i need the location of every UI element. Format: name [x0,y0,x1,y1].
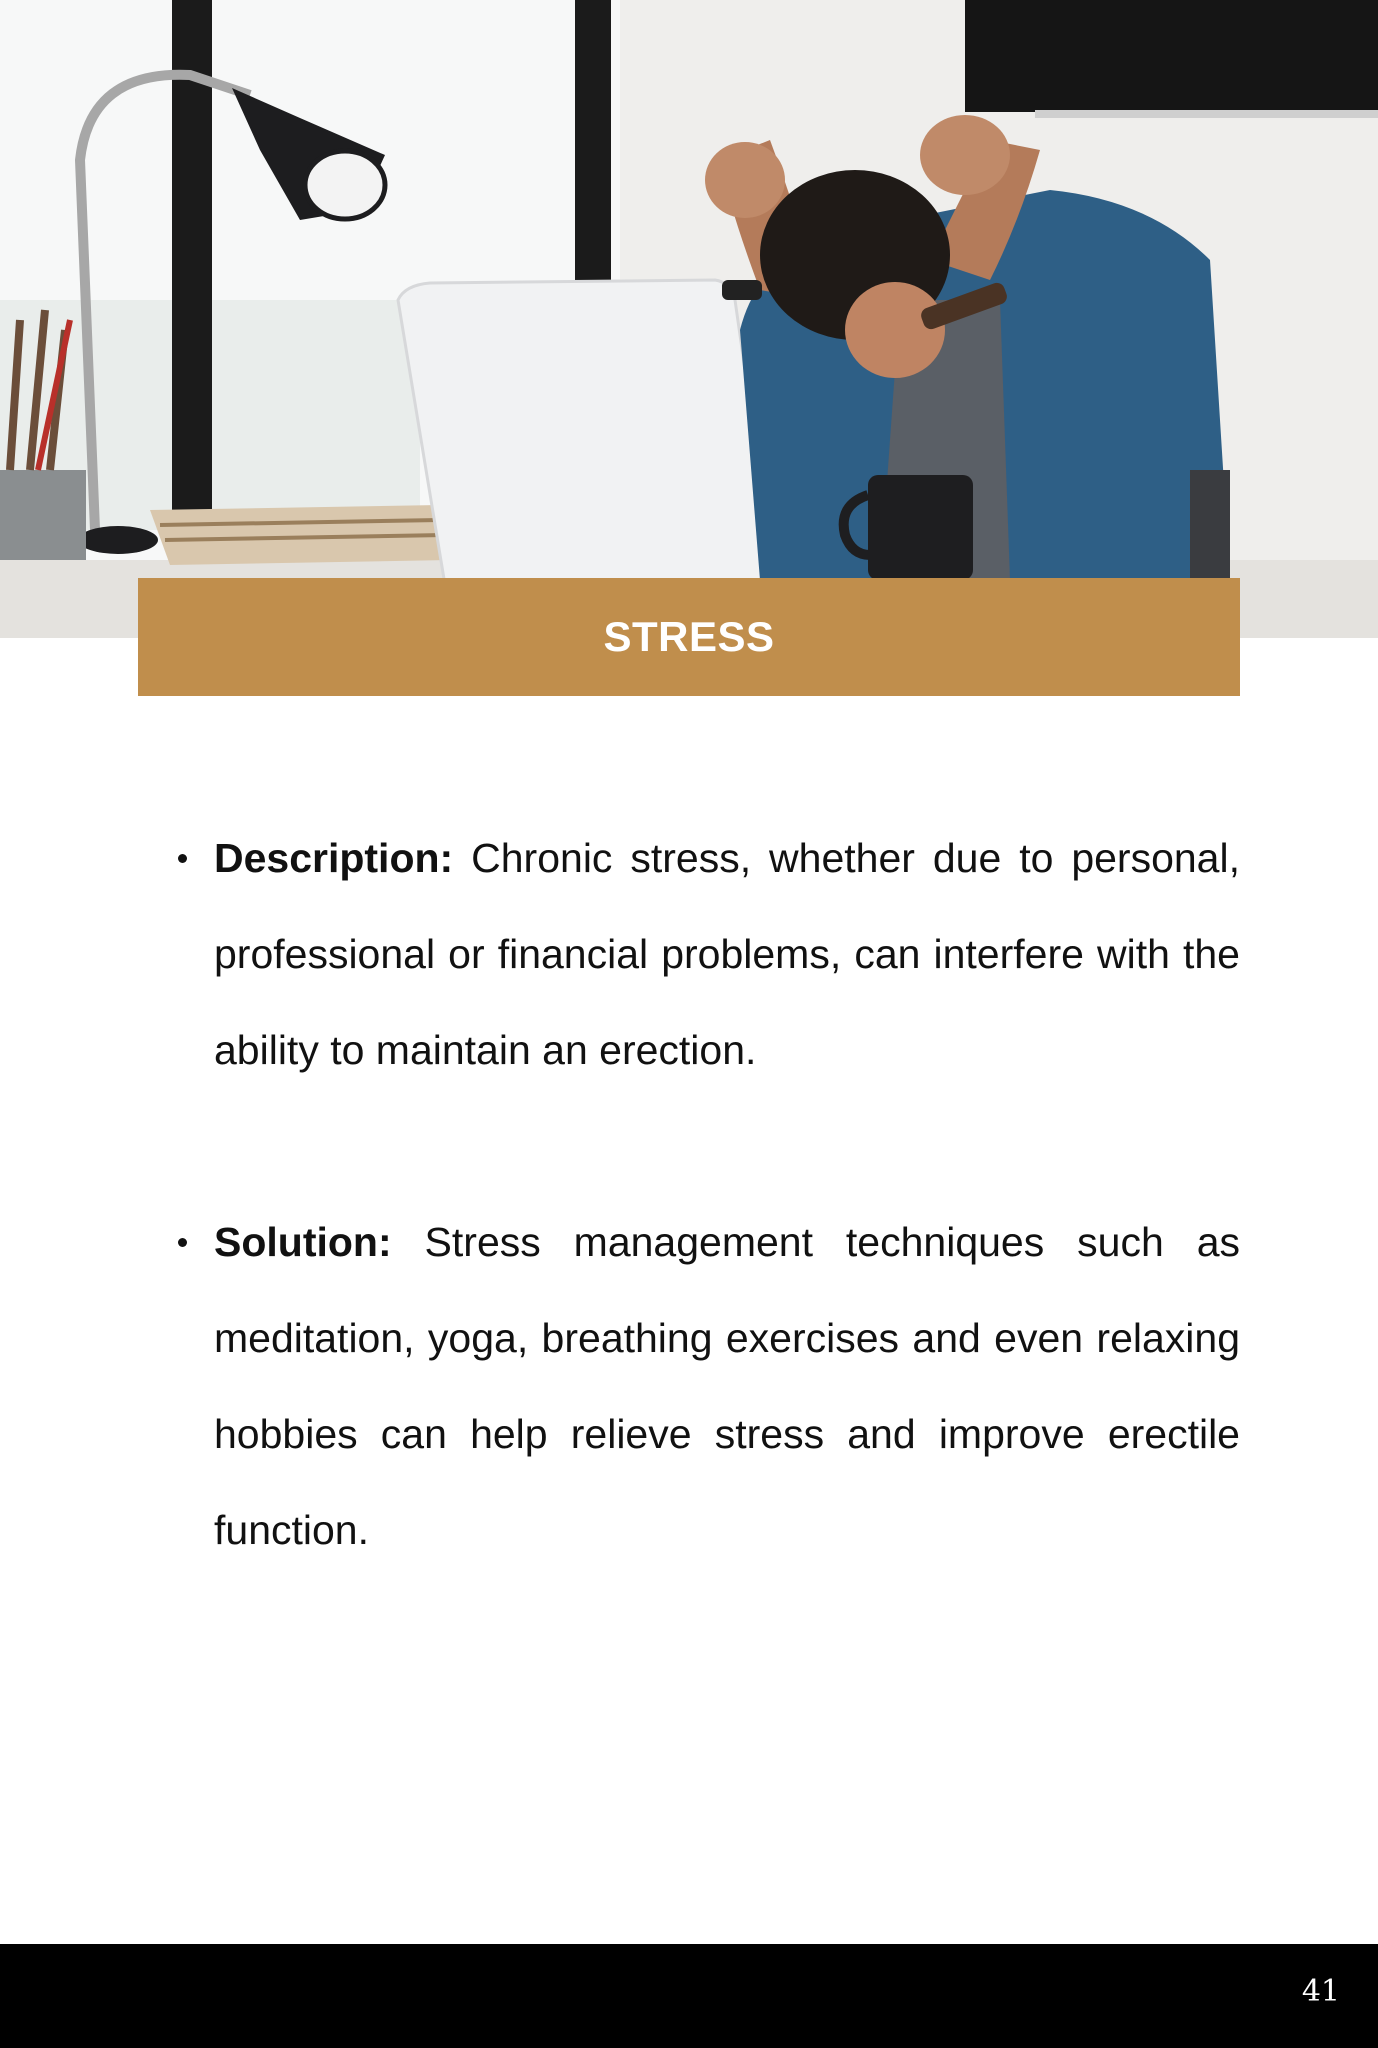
bullet-text: Chronic stress, whether due to personal, professional or financial problems, can interfere with the ability to maintain an erection. [214,835,1240,1073]
bullet-label: Solution: [214,1219,392,1265]
bullet-label: Description: [214,835,454,881]
bullet-description [175,810,1240,1098]
stressed-man-at-desk-illustration [0,0,1378,638]
tv-screen [965,0,1378,112]
title-banner [138,578,1240,696]
tv-edge [1035,110,1378,118]
window-frame-right [575,0,611,300]
man-left-hand [705,142,785,218]
page-number: 41 [1301,1974,1340,2009]
bullet-text: Stress management techniques such as meditation, yoga, breathing exercises and even relaxing hobbies can help relieve stress and improve erectile function. [214,1219,1240,1553]
man-right-hand [920,115,1010,195]
footer-bar [0,1944,1378,2048]
hero-photo [0,0,1378,638]
chair-back [1190,470,1230,580]
lamp-bulb [305,151,385,219]
laptop-lid [398,280,775,585]
coffee-mug [868,475,973,580]
man-face [845,282,945,378]
bullet-solution [175,1194,1240,1578]
content-list [175,810,1240,1674]
section-title: STRESS [603,613,775,660]
watch [722,280,762,300]
lamp-base [78,526,158,554]
